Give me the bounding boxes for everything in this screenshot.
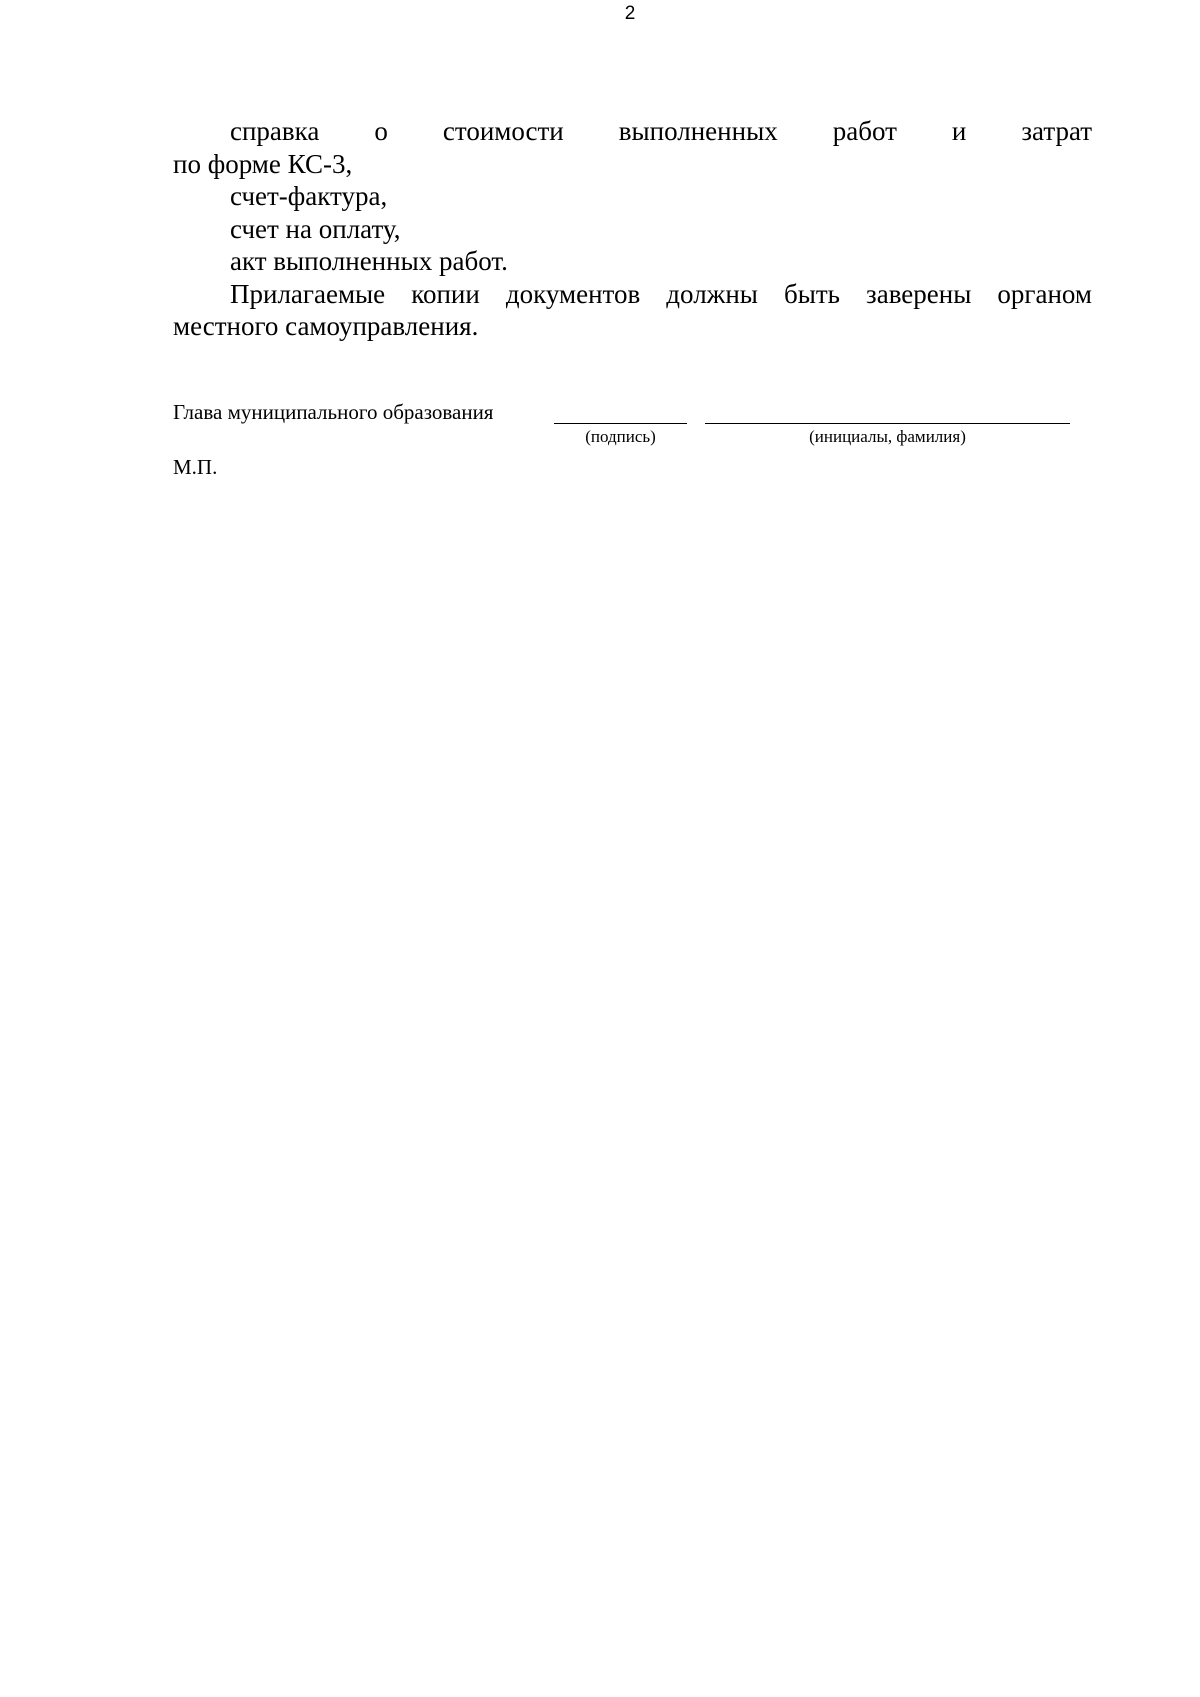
first-line-word: выполненных [618,116,778,146]
first-line-word: затрат [1021,116,1093,146]
list-item: акт выполненных работ. [230,246,508,276]
first-line-word: стоимости [442,116,564,146]
signature-caption: (подпись) [585,427,656,446]
kc3-reference-line [173,115,1092,148]
first-line-word: справка [230,116,320,146]
document-body [173,115,1092,343]
stamp-placeholder: М.П. [173,455,218,479]
certification-paragraph-line: Прилагаемые копии документов должны быть заверены органом [230,278,1092,309]
list-item: счет на оплату, [230,213,401,244]
name-line [705,423,1070,424]
page-number: 2 [624,3,636,24]
certification-paragraph-line: местного самоуправления. [173,311,479,341]
first-line-word: работ [832,116,897,146]
first-line-word: и [951,116,967,146]
kc3-form-line: по форме КС-3, [173,148,353,179]
name-caption: (инициалы, фамилия) [809,427,966,446]
first-line-word: о [374,116,388,146]
signature-line [554,423,687,424]
signature-block [173,400,1073,460]
signatory-title: Глава муниципального образования [173,400,494,424]
list-item: счет-фактура, [230,181,388,211]
